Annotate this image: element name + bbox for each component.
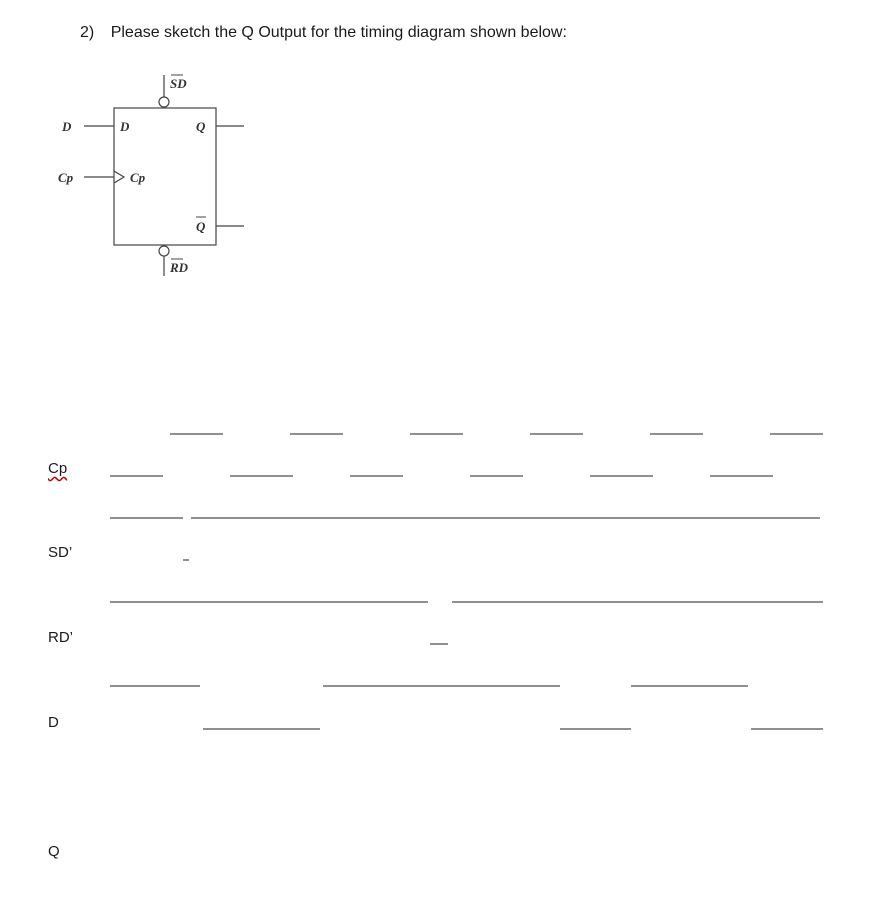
question-number: 2) xyxy=(80,24,95,41)
signal-label-sd: SD’ xyxy=(48,544,73,561)
reset-label: RD xyxy=(170,260,189,275)
pin-qbar-label: Q xyxy=(196,219,206,234)
pin-cp-label: Cp xyxy=(130,170,146,185)
signal-label-q: Q xyxy=(48,843,60,860)
set-label: SD xyxy=(170,76,187,91)
pin-d-label: D xyxy=(120,119,130,134)
input-cp-label: Cp xyxy=(58,170,74,185)
signal-label-rd: RD’ xyxy=(48,629,73,646)
signal-label-d: D xyxy=(48,714,59,731)
signal-label-cp: Cp xyxy=(48,460,68,477)
input-d-label: D xyxy=(62,119,72,134)
pin-q-label: Q xyxy=(196,119,206,134)
question-prompt: Please sketch the Q Output for the timing diagram shown below: xyxy=(110,24,567,41)
